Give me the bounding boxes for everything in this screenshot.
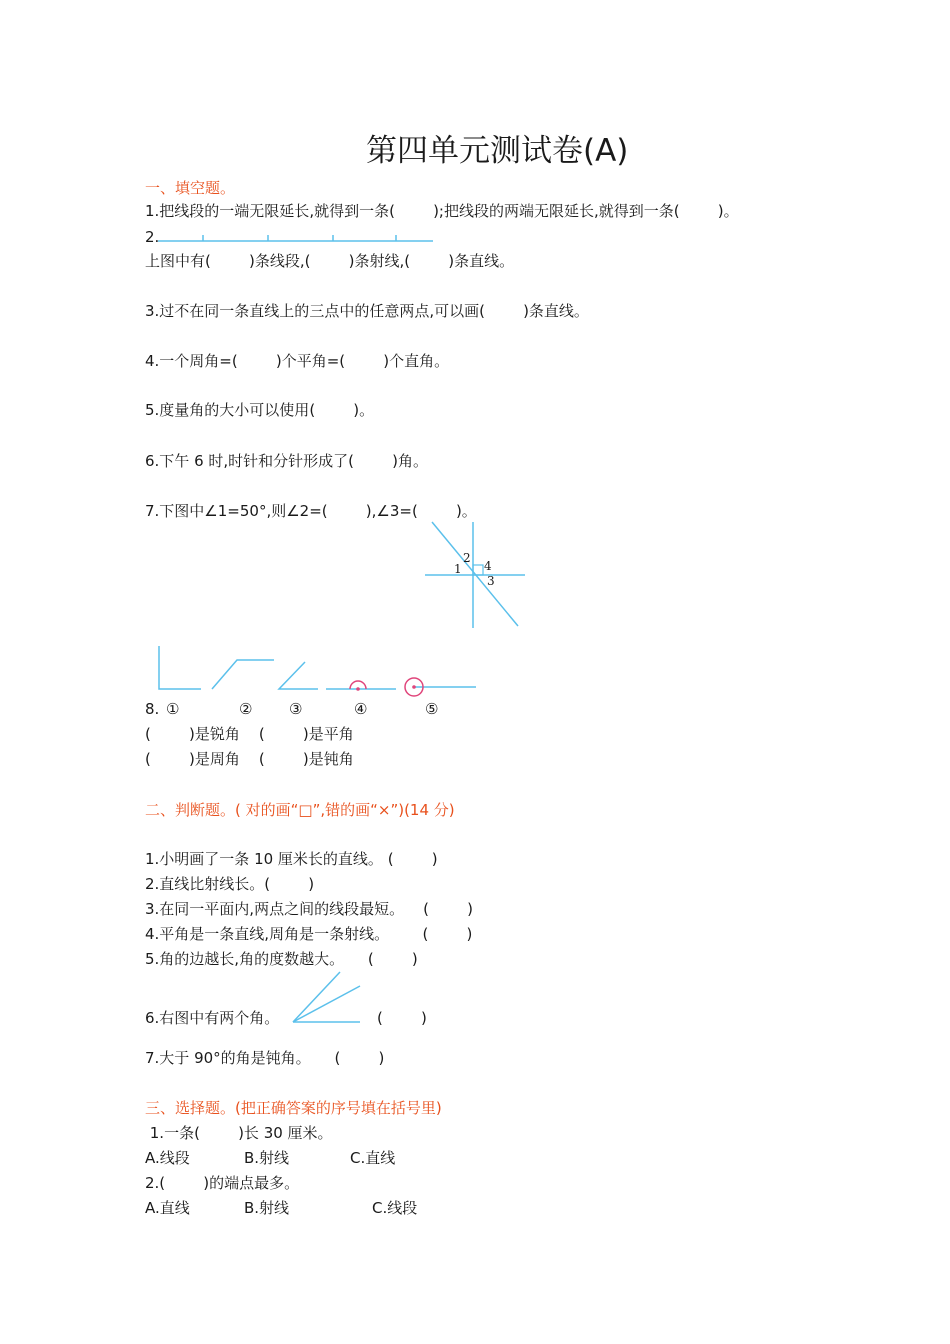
question-1-8-line2: ( )是周角 ( )是钝角 (145, 750, 354, 768)
question-1-6: 6.下午 6 时,时针和分针形成了( )角。 (145, 452, 429, 470)
question-1-8-line1: ( )是锐角 ( )是平角 (145, 725, 354, 743)
judge-item-6-answer: ( ) (377, 1009, 427, 1027)
judge-item-2: 2.直线比射线长。( ) (145, 875, 315, 893)
angle-types-figure (150, 640, 490, 700)
question-1-4: 4.一个周角=( )个平角=( )个直角。 (145, 352, 450, 370)
section2-heading: 二、判断题。( 对的画“□”,错的画“×”)(14 分) (145, 801, 455, 819)
page-title: 第四单元测试卷(A) (366, 133, 629, 169)
angle-label-4: 4 (484, 559, 492, 573)
question-1-7: 7.下图中∠1=50°,则∠2=( ),∠3=( )。 (145, 502, 477, 520)
marker-4: ④ (354, 700, 368, 718)
choice-2-option-b: B.射线 (244, 1199, 290, 1217)
angle-label-3: 3 (487, 574, 495, 588)
section3-heading: 三、选择题。(把正确答案的序号填在括号里) (145, 1099, 442, 1117)
question-1-8-label: 8. (145, 700, 160, 718)
angle-figure (420, 520, 530, 630)
choice-2-option-a: A.直线 (145, 1199, 190, 1217)
angle-label-1: 1 (454, 562, 462, 576)
choice-1-option-b: B.射线 (244, 1149, 290, 1167)
judge-item-5: 5.角的边越长,角的度数越大。 ( ) (145, 950, 418, 968)
marker-1: ① (166, 700, 180, 718)
judge-item-3: 3.在同一平面内,两点之间的线段最短。 ( ) (145, 900, 474, 918)
judge-item-6: 6.右图中有两个角。 (145, 1009, 280, 1027)
section1-heading: 一、填空题。 (145, 179, 236, 197)
question-1-2-text: 上图中有( )条线段,( )条射线,( )条直线。 (145, 252, 515, 270)
judge-item-4: 4.平角是一条直线,周角是一条射线。 ( ) (145, 925, 473, 943)
marker-5: ⑤ (425, 700, 439, 718)
choice-1-option-c: C.直线 (350, 1149, 396, 1167)
judge-item-1: 1.小明画了一条 10 厘米长的直线。 ( ) (145, 850, 438, 868)
question-1-3: 3.过不在同一条直线上的三点中的任意两点,可以画( )条直线。 (145, 302, 589, 320)
choice-question-1: 1.一条( )长 30 厘米。 (145, 1124, 333, 1142)
choice-2-option-c: C.线段 (372, 1199, 418, 1217)
choice-question-2: 2.( )的端点最多。 (145, 1174, 300, 1192)
question-1-2-label: 2. (145, 228, 160, 246)
judge-item-7: 7.大于 90°的角是钝角。 ( ) (145, 1049, 385, 1067)
question-1-1: 1.把线段的一端无限延长,就得到一条( );把线段的两端无限延长,就得到一条( )。 (145, 202, 739, 220)
segments-figure (158, 232, 438, 246)
marker-3: ③ (289, 700, 303, 718)
marker-2: ② (239, 700, 253, 718)
choice-1-option-a: A.线段 (145, 1149, 190, 1167)
two-rays-figure (290, 970, 365, 1028)
angle-label-2: 2 (463, 551, 471, 565)
question-1-5: 5.度量角的大小可以使用( )。 (145, 401, 375, 419)
